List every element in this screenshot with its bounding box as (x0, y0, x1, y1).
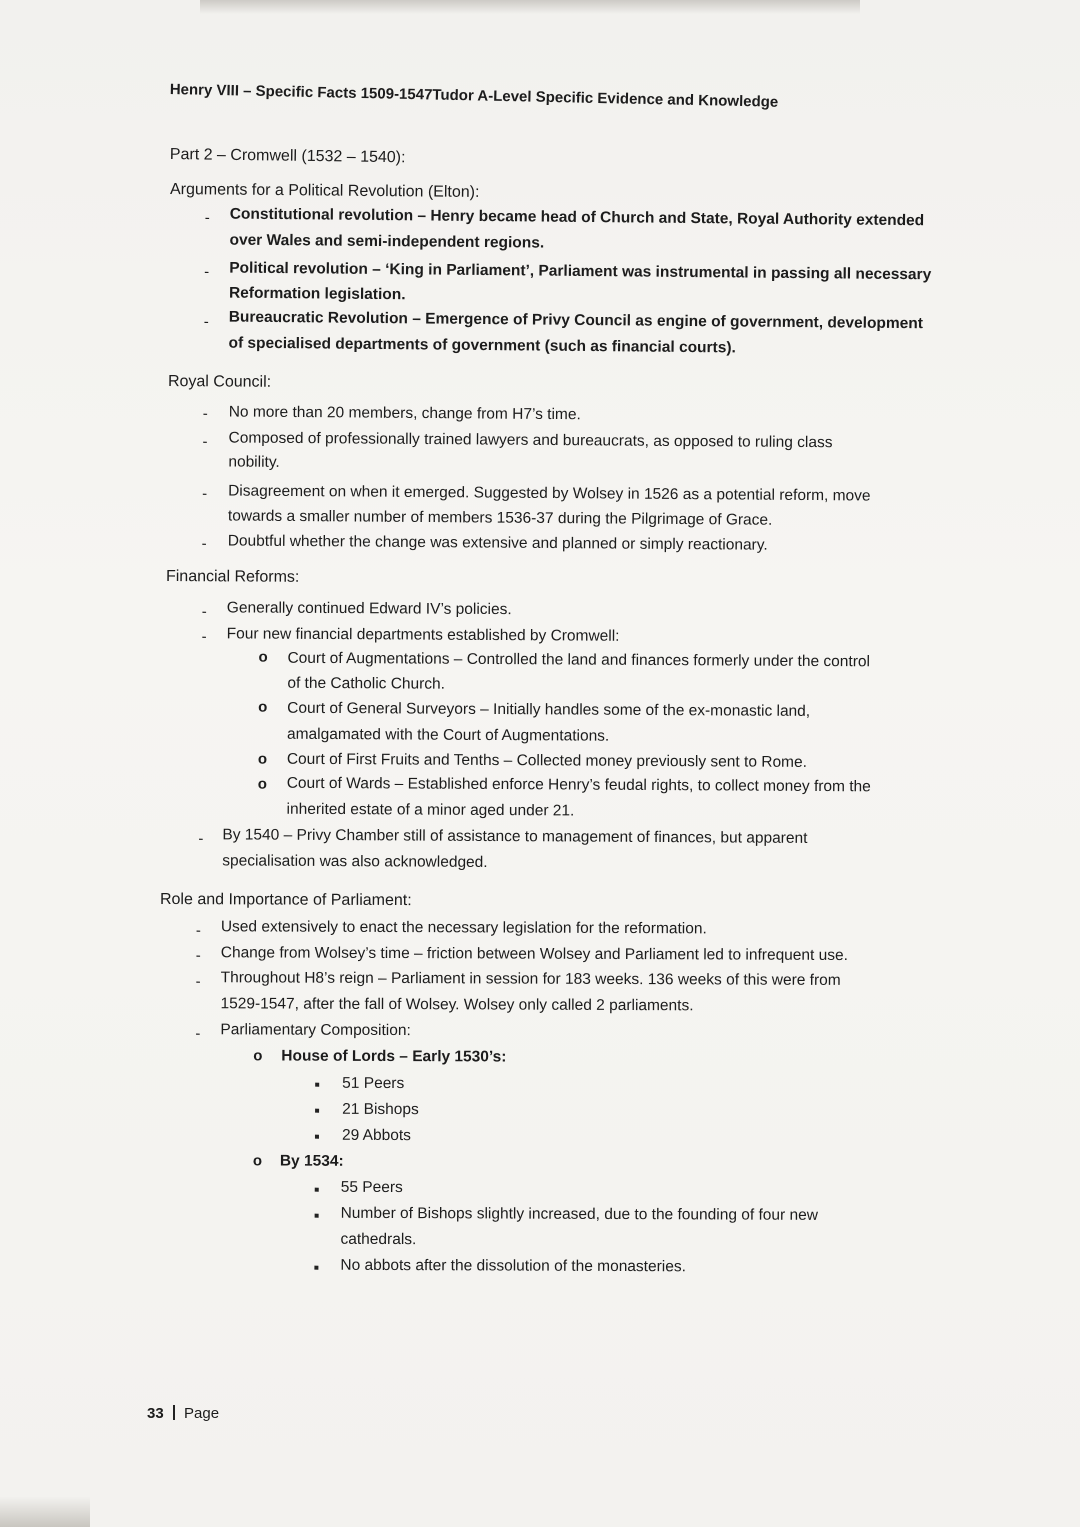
bullet-dash: - (204, 209, 210, 227)
list-item-line: Four new financial departments established by Cromwell: (226, 625, 620, 645)
list-item-line: of the Catholic Church. (287, 674, 446, 693)
square-bullet (315, 1135, 319, 1139)
sub-bullet-circle: o (258, 648, 268, 666)
bullet-dash: - (202, 405, 208, 423)
sub-bullet-circle: o (258, 698, 268, 716)
list-item-line: 29 Abbots (341, 1126, 411, 1145)
composition-label: House of Lords – Early 1530’s: (281, 1047, 507, 1066)
list-item-line: inherited estate of a minor aged under 21. (286, 800, 575, 820)
list-item-line: over Wales and semi-independent regions. (229, 231, 545, 252)
bullet-dash: - (203, 313, 209, 331)
list-item-line: Parliamentary Composition: (220, 1021, 411, 1040)
list-item-line: Generally continued Edward IV’s policies. (226, 599, 512, 619)
list-item-line: nobility. (228, 453, 280, 471)
square-bullet (314, 1266, 318, 1270)
square-bullet (315, 1188, 319, 1192)
bullet-dash: - (201, 535, 207, 553)
square-bullet (315, 1214, 319, 1218)
list-item-line: Court of Wards – Established enforce Henry’s feudal rights, to collect money from the (286, 774, 871, 796)
bullet-dash: - (195, 973, 201, 991)
bullet-dash: - (195, 922, 201, 940)
scan-shadow-top (200, 0, 860, 14)
bullet-dash: - (195, 947, 201, 965)
part-title: Part 2 – Cromwell (1532 – 1540): (169, 145, 406, 167)
list-item-line: Number of Bishops slightly increased, due to the founding of four new (340, 1204, 819, 1224)
sub-bullet-circle: o (253, 1047, 263, 1065)
list-item-line: No abbots after the dissolution of the monasteries. (340, 1256, 686, 1276)
list-item-line: Used extensively to enact the necessary legislation for the reformation. (220, 918, 707, 938)
list-item-line: 55 Peers (340, 1178, 403, 1197)
list-item-line: specialisation was also acknowledged. (222, 852, 488, 871)
list-item-line: amalgamated with the Court of Augmentations. (286, 725, 610, 745)
bullet-dash: - (204, 263, 210, 281)
list-item-line: Bureaucratic Revolution – Emergence of Privy Council as engine of government, development (228, 308, 924, 333)
scan-shadow-bottom (0, 1497, 90, 1527)
list-item-line: No more than 20 members, change from H7’s time. (228, 403, 581, 424)
list-item-line: Court of General Surveyors – Initially handles some of the ex-monastic land, (287, 699, 811, 720)
list-item-line: Political revolution – ‘King in Parliament’, Parliament was instrumental in passing all necessary (229, 259, 932, 284)
sub-bullet-circle: o (257, 750, 268, 768)
square-bullet (315, 1083, 319, 1087)
square-bullet (315, 1109, 319, 1113)
list-item-line: of specialised departments of government (such as financial courts). (228, 334, 736, 357)
sub-bullet-circle: o (257, 775, 267, 793)
section-title: Arguments for a Political Revolution (Elton): (169, 181, 480, 201)
list-item-line: Court of First Fruits and Tenths – Collected money previously sent to Rome. (286, 750, 807, 771)
bullet-dash: - (201, 603, 207, 621)
sub-bullet-circle: o (252, 1152, 263, 1170)
list-item-line: Disagreement on when it emerged. Suggested by Wolsey in 1526 as a potential reform, move (228, 482, 871, 505)
list-item-line: Composed of professionally trained lawyers and bureaucrats, as opposed to ruling class (228, 429, 833, 452)
bullet-dash: - (195, 1025, 201, 1043)
bullet-dash: - (201, 628, 207, 646)
bullet-dash: - (202, 485, 208, 503)
bullet-dash: - (198, 830, 204, 848)
list-item-line: Reformation legislation. (228, 284, 406, 304)
page-header: Henry VIII – Specific Facts 1509-1547Tudor A-Level Specific Evidence and Knowledge (169, 80, 779, 111)
section-title: Role and Importance of Parliament: (159, 891, 412, 910)
page-label: Page (184, 1405, 220, 1422)
bullet-dash: - (202, 433, 208, 451)
list-item-line: 21 Bishops (342, 1100, 419, 1119)
section-title: Royal Council: (167, 373, 272, 391)
list-item-line: cathedrals. (340, 1230, 417, 1249)
page-separator (173, 1405, 175, 1420)
list-item-line: Court of Augmentations – Controlled the land and finances formerly under the control (287, 649, 871, 671)
page-number (147, 1404, 219, 1424)
list-item-line: Throughout H8’s reign – Parliament in session for 183 weeks. 136 weeks of this were from (220, 969, 841, 989)
list-item-line: Constitutional revolution – Henry became head of Church and State, Royal Authority extended (229, 205, 925, 230)
list-item-line: 51 Peers (342, 1074, 405, 1093)
list-item-line: By 1540 – Privy Chamber still of assistance to management of finances, but apparent (222, 826, 808, 847)
list-item-line: Doubtful whether the change was extensive and planned or simply reactionary. (227, 532, 768, 554)
list-item-line: 1529-1547, after the fall of Wolsey. Wolsey only called 2 parliaments. (220, 995, 694, 1015)
page-number-value: 33 (147, 1405, 164, 1422)
list-item-line: towards a smaller number of members 1536-37 during the Pilgrimage of Grace. (227, 507, 773, 529)
section-title: Financial Reforms: (165, 568, 300, 586)
composition-label: By 1534: (279, 1152, 344, 1170)
list-item-line: Change from Wolsey’s time – friction between Wolsey and Parliament led to infrequent use. (220, 944, 849, 965)
